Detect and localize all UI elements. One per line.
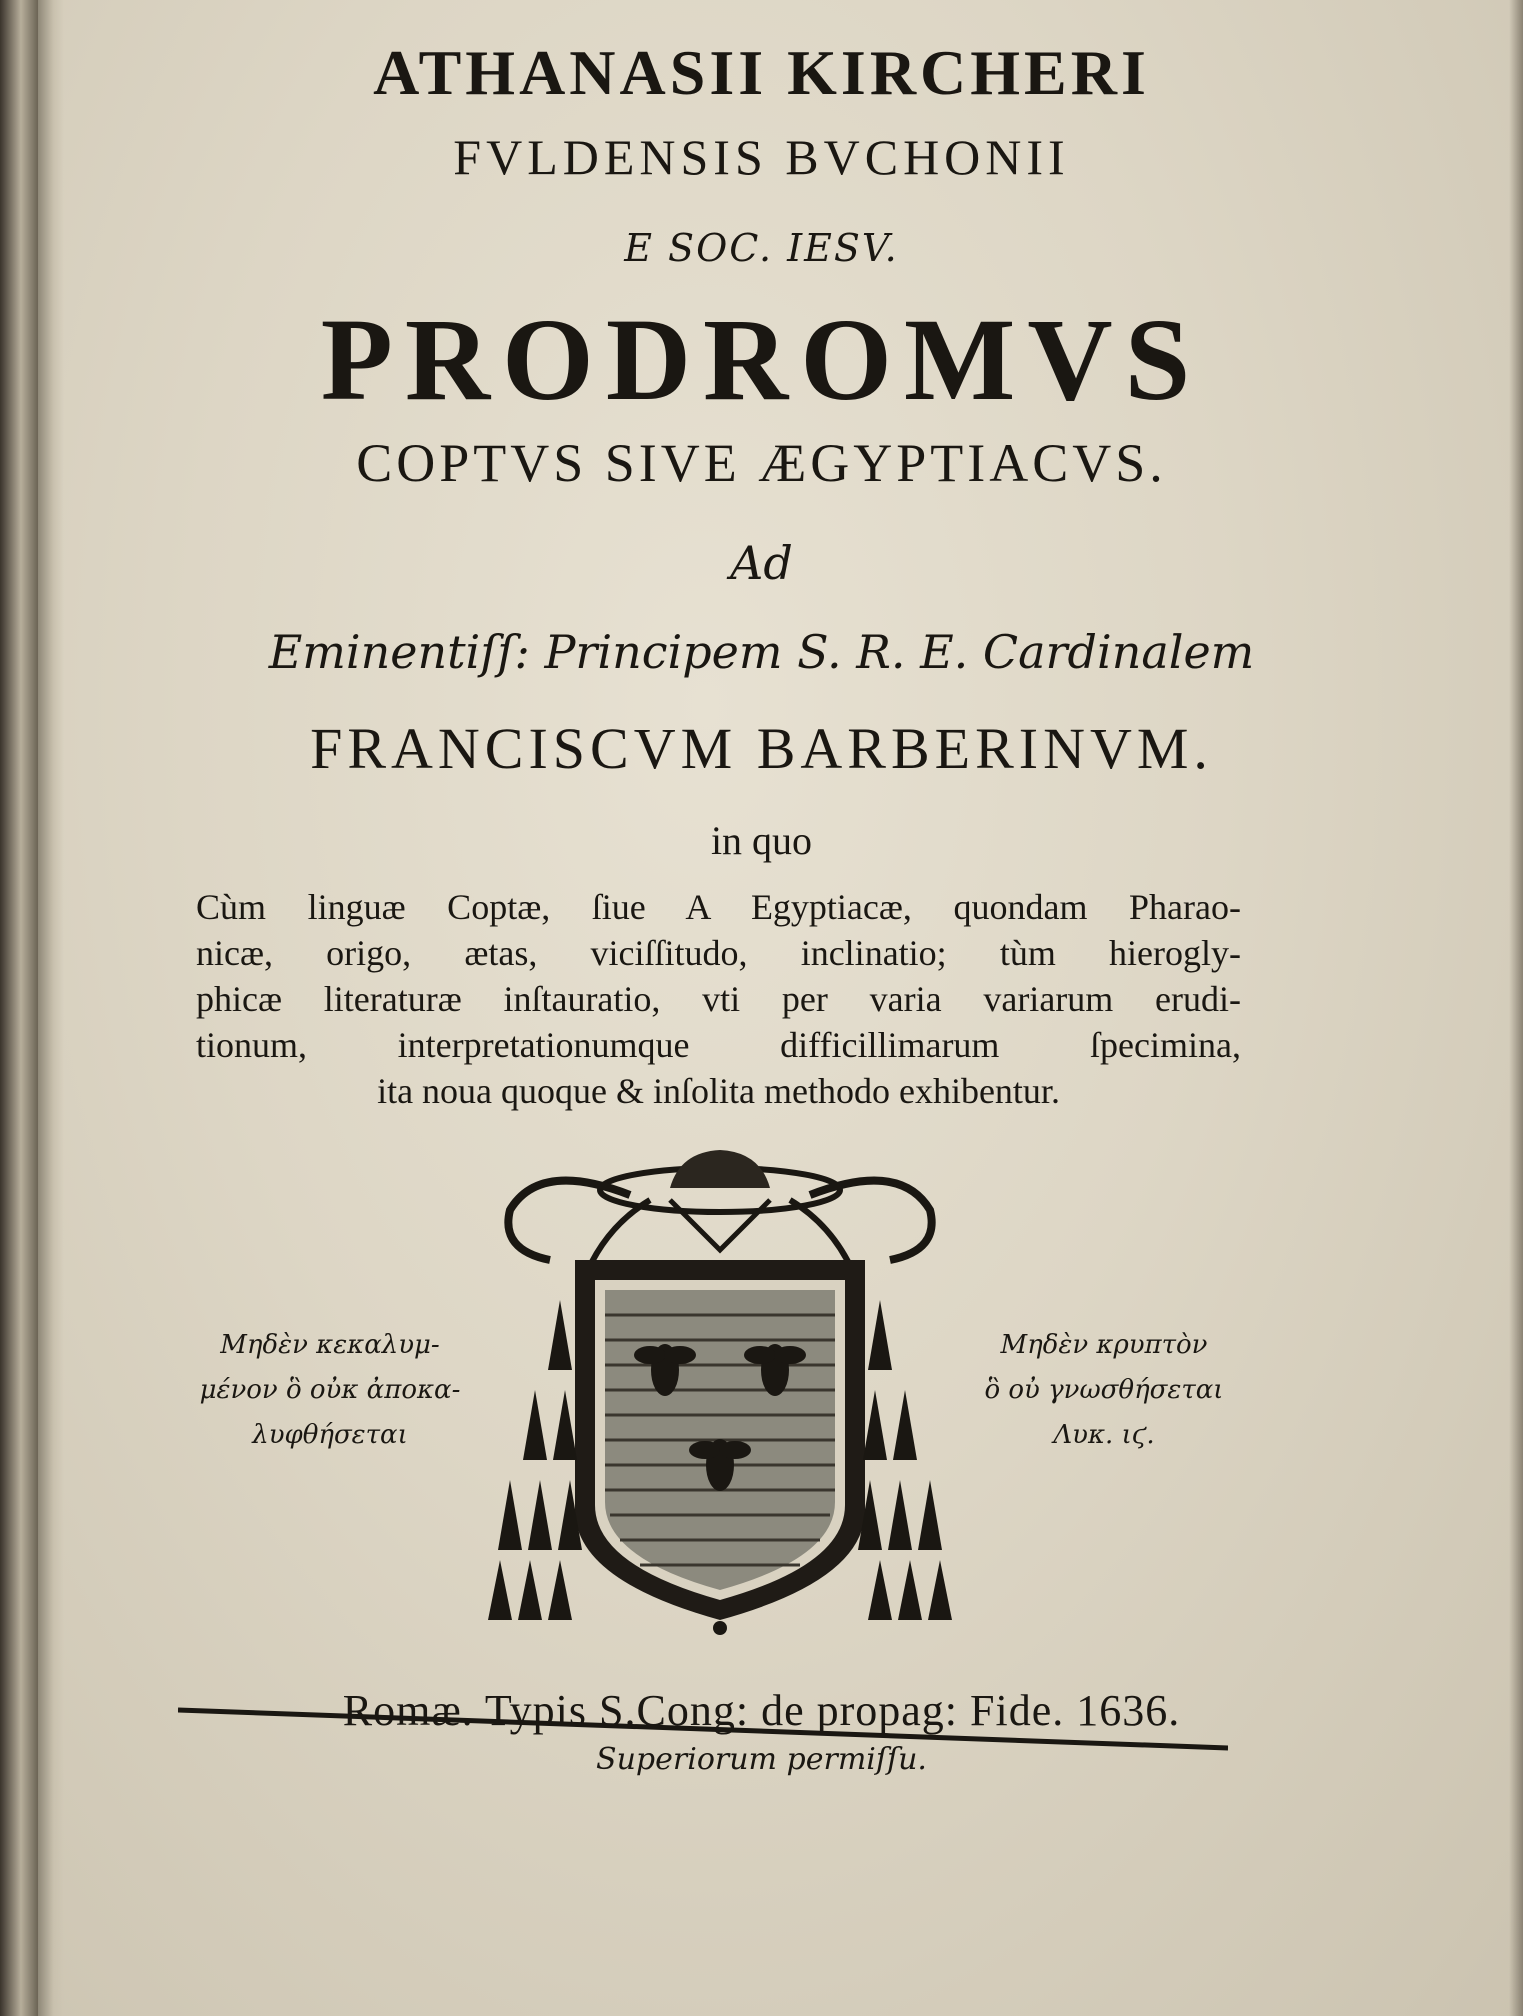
greek-left-line: Μηδὲν κεκαλυμ- bbox=[220, 1330, 440, 1360]
imprint-line: Romæ. Typis S.Cong: de propag: Fide. 1636. bbox=[342, 1686, 1181, 1735]
description-line: Cùm linguæ Coptæ, ſiue A Egyptiacæ, quondam Pharao- bbox=[196, 887, 1241, 927]
dedicatee-name: FRANCISCVM BARBERINVM. bbox=[310, 716, 1213, 781]
greek-left-line: μένον ὃ οὐκ ἀποκα- bbox=[199, 1375, 461, 1405]
ad-line: Ad bbox=[730, 536, 793, 590]
description-line: ita noua quoque & inſolita methodo exhibentur. bbox=[377, 1071, 1060, 1111]
author-line: ATHANASII KIRCHERI bbox=[373, 37, 1150, 108]
order-line: E SOC. IESV. bbox=[624, 226, 899, 270]
book-subtitle: COPTVS SIVE ÆGYPTIACVS. bbox=[356, 433, 1167, 493]
greek-quote-right bbox=[954, 1323, 1254, 1458]
origin-line: FVLDENSIS BVCHONII bbox=[453, 129, 1070, 185]
dedication-line: Eminentiſſ: Principem S. R. E. Cardinalem bbox=[268, 625, 1255, 679]
greek-quote-left bbox=[165, 1323, 495, 1458]
in-quo-line: in quo bbox=[710, 818, 813, 863]
book-title: PRODROMVS bbox=[320, 294, 1203, 425]
greek-right-line: Μηδὲν κρυπτὸν bbox=[1000, 1330, 1208, 1360]
permission-line: Superiorum permiſſu. bbox=[596, 1742, 927, 1777]
greek-right-line: ὃ οὐ γνωσθήσεται bbox=[984, 1375, 1224, 1405]
description-line: phicæ literaturæ inſtauratio, vti per varia variarum erudi- bbox=[196, 979, 1241, 1019]
description-line: nicæ, origo, ætas, viciſſitudo, inclinatio; tùm hierogly- bbox=[196, 933, 1241, 973]
greek-left-line: λυφθήσεται bbox=[252, 1420, 408, 1450]
coat-of-arms-icon bbox=[480, 1140, 960, 1640]
greek-right-line: Λυκ. ιϛ. bbox=[1053, 1420, 1155, 1450]
description-line: tionum, interpretationumque difficillimarum ſpecimina, bbox=[196, 1025, 1241, 1065]
description-paragraph bbox=[196, 884, 1241, 1114]
